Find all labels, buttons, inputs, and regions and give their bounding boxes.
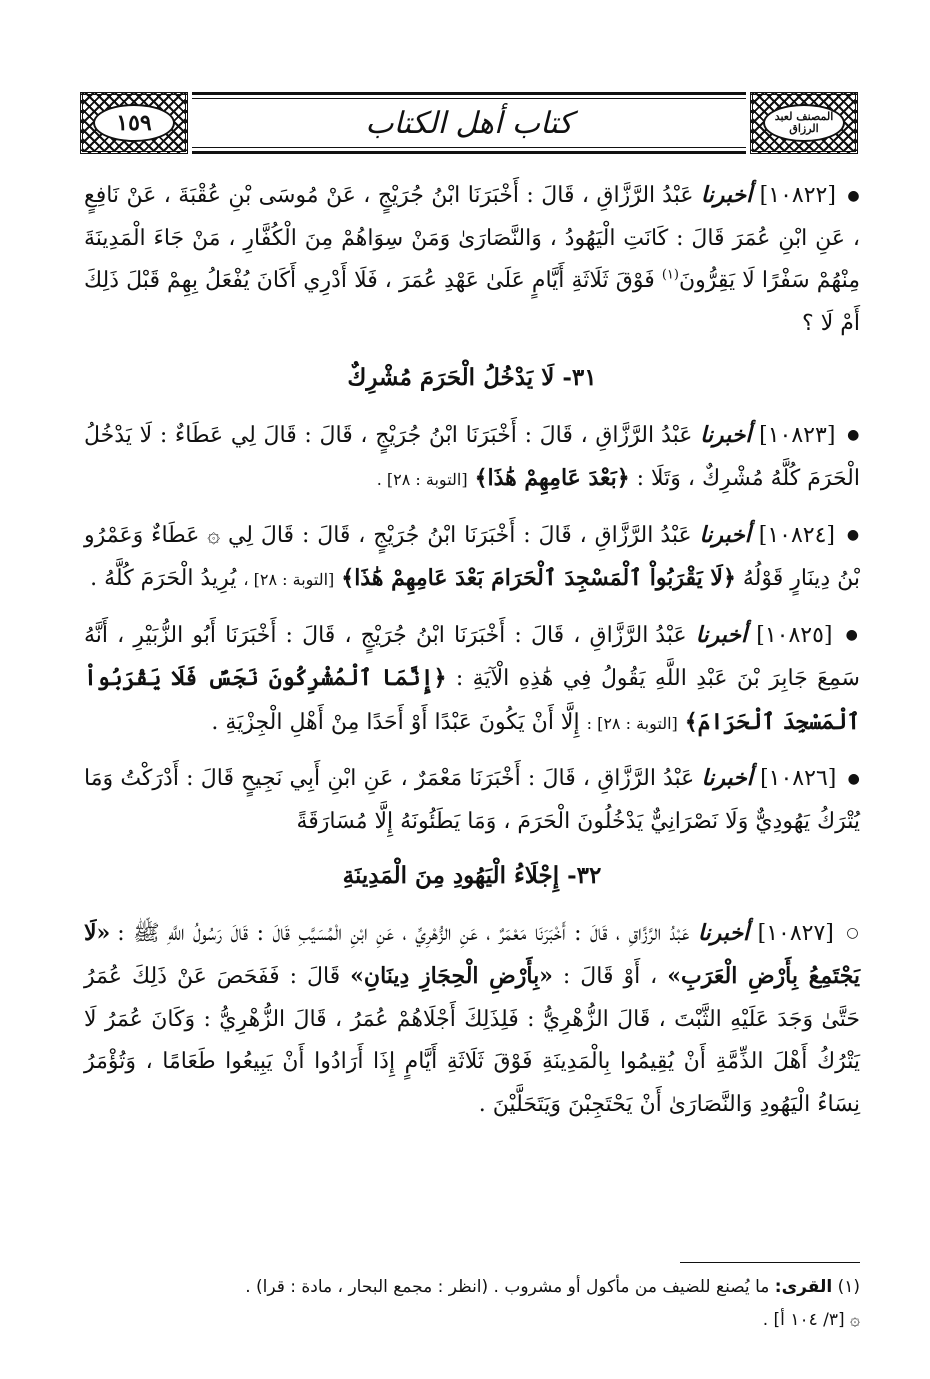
hadith-number: [١٠٨٢٢]	[759, 183, 836, 208]
filled-bullet-icon: ●	[847, 770, 861, 787]
series-logo: المصنف لعبد الرزاق	[763, 104, 845, 142]
hadith-text-after: إِلَّا أَنْ يَكُونَ عَبْدًا أَوْ أَحَدًا مِنْ أَهْلِ الْجِزْيَةِ .	[211, 709, 580, 735]
footnotes	[84, 1262, 860, 1337]
filled-bullet-icon: ●	[847, 427, 860, 444]
hadith-intro: أخبرنا	[700, 421, 752, 448]
hadith-intro: أخبرنا	[699, 521, 751, 548]
chapter-heading-31: ٣١- لَا يَدْخُلُ الْحَرَمَ مُشْرِكٌ	[347, 364, 597, 391]
footnote-term: القرى:	[774, 1277, 833, 1297]
hadith-text: عَبْدُ الرَّزَّاقِ ، قَالَ : أَخْبَرَنَا مَعْمَرٌ ، عَنِ الزُّهْرِيِّ ، عَنِ ابْنِ الْمُسَيَّبِ قَالَ : قَالَ رَسُولُ اللَّهِ ﷺ :	[117, 920, 690, 946]
footnote-separator	[680, 1262, 860, 1263]
hadith-intro: أخبرنا	[701, 765, 753, 791]
hadith-number: [١٠٨٢٧]	[757, 920, 834, 946]
quran-quote: ﴿إِنَّمَا ٱلْمُشْرِكُونَ نَجَسٌ فَلَا يَقْرَبُواْ ٱلْمَسْجِدَ ٱلْحَرَامَ﴾	[84, 665, 860, 735]
book-title: كتاب أهل الكتاب	[365, 105, 573, 141]
hadith-10825	[84, 614, 860, 746]
hadith-intro: أخبرنا	[700, 182, 753, 208]
hadith-10822	[84, 174, 860, 345]
hadith-10826	[84, 757, 860, 843]
hadith-10824	[84, 514, 860, 602]
hollow-bullet-icon: ○	[846, 925, 860, 942]
prophet-quote: «بِأَرْضِ الْحِجَازِ دِينَانِ»	[350, 963, 553, 989]
quran-reference: [التوبة : ٢٨] ،	[243, 570, 335, 589]
hadith-text: عَبْدُ الرَّزَّاقِ ، قَالَ : أَخْبَرَنَا مَعْمَرٌ ، عَنِ ابْنِ أَبِي نَجِيحٍ قَالَ : أَدْرَكْتُ وَمَا يُتْرَكُ يَهُودِيٌّ وَلَا نَصْرَانِيٌّ يَدْخُلُونَ الْحَرَمَ ، وَمَا يَطَئُونَهُ إِلَّا مُسَارَقَةً	[84, 766, 860, 834]
quran-reference: [التوبة : ٢٨] :	[586, 713, 678, 733]
footnote-mark: (١)	[661, 267, 679, 283]
filled-bullet-icon: ●	[845, 627, 861, 644]
page-header	[80, 92, 858, 154]
main-text	[84, 174, 860, 1138]
hadith-number: [١٠٨٢٦]	[760, 766, 837, 791]
quran-quote: ﴿لَا يَقْرَبُواْ ٱلْمَسْجِدَ ٱلْحَرَامَ بَعْدَ عَامِهِمْ هَٰذَا﴾	[341, 565, 736, 591]
filled-bullet-icon: ●	[847, 187, 860, 204]
hadith-text-after: فَوْقَ ثَلَاثَةِ أَيَّامٍ عَلَىٰ عَهْدِ عُمَرَ ، فَلَا أَدْرِي أَكَانَ يُفْعَلُ بِهِمْ قَبْلَ ذَلِكَ أَمْ لَا ؟	[84, 268, 860, 336]
hadith-text-after: قَالَ : فَفَحَصَ عَنْ ذَلِكَ عُمَرُ حَتَّىٰ وَجَدَ عَلَيْهِ الثَّبْتَ ، قَالَ الزُّهْرِيُّ : فَلِذَلِكَ أَجْلَاهُمْ عُمَرُ ، قَالَ الزُّهْرِيُّ : وَكَانَ عُمَرُ لَا يَتْرُكُ أَهْلَ الذِّمَّةِ أَنْ يُقِيمُوا بِالْمَدِينَةِ فَوْقَ ثَلَاثَةِ أَيَّامٍ إِذَا أَرَادُوا أَنْ يَبِيعُوا طَعَامًا ، وَتُؤْمَرُ نِسَاءُ الْيَهُودِ وَالنَّصَارَىٰ أَنْ يَحْتَجِبْنَ وَيَتَحَلَّيْنَ .	[84, 964, 860, 1117]
quran-quote: ﴿بَعْدَ عَامِهِمْ هَٰذَا﴾	[474, 465, 630, 491]
folio-reference: ۞ [٣/ ١٠٤ أ] .	[762, 1310, 860, 1330]
chapter-heading-32: ٣٢- إِجْلَاءُ الْيَهُودِ مِنَ الْمَدِينَةِ	[342, 862, 602, 889]
hadith-number: [١٠٨٢٣]	[759, 422, 836, 448]
prophet-quote: «لَا يَجْتَمِعُ بِأَرْضِ الْعَرَبِ»	[84, 919, 861, 989]
hadith-intro: أخبرنا	[695, 621, 748, 648]
footnote-text: ما يُصنع للضيف من مأكول أو مشروب . (انظر : مجمع البحار ، مادة : قرا) .	[245, 1277, 770, 1297]
footnote-1	[84, 1271, 860, 1304]
hadith-text: عَبْدُ الرَّزَّاقِ ، قَالَ : أَخْبَرَنَا ابْنُ جُرَيْجٍ ، قَالَ : قَالَ لِي عَطَاءٌ : لَا يَدْخُلُ الْحَرَمَ كُلَّهُ مُشْرِكٌ ، وَتَلَا :	[84, 422, 860, 491]
hadith-text-mid: ، أَوْ قَالَ :	[562, 964, 658, 989]
filled-bullet-icon: ●	[846, 527, 860, 544]
quran-reference: [التوبة : ٢٨] .	[376, 470, 468, 489]
hadith-number: [١٠٨٢٤]	[758, 522, 836, 548]
page-number-cartouche	[80, 92, 188, 154]
title-band	[192, 92, 746, 154]
hadith-10827	[84, 912, 860, 1127]
hadith-text-after: يُرِيدُ الْحَرَمَ كُلَّهُ .	[90, 566, 237, 591]
footnote-number: (١)	[837, 1277, 860, 1297]
hadith-intro: أخبرنا	[697, 919, 750, 946]
hadith-text: عَبْدُ الرَّزَّاقِ ، قَالَ : أَخْبَرَنَا ابْنُ جُرَيْجٍ ، قَالَ : أَخْبَرَنَا أَبُو الزُّبَيْرِ ، أَنَّهُ سَمِعَ جَابِرَ بْنَ عَبْدِ اللَّهِ يَقُولُ فِي هَٰذِهِ الْآيَةِ :	[84, 622, 860, 691]
hadith-number: [١٠٨٢٥]	[756, 622, 833, 648]
page-number: ١٥٩	[93, 104, 175, 142]
hadith-10823	[84, 414, 860, 502]
hadith-text: عَبْدُ الرَّزَّاقِ ، قَالَ : أَخْبَرَنَا ابْنُ جُرَيْجٍ ، عَنْ مُوسَى بْنِ عُقْبَةَ ، عَنْ نَافِعٍ ، عَنِ ابْنِ عُمَرَ قَالَ : كَانَتِ الْيَهُودُ ، وَالنَّصَارَىٰ وَمَنْ سِوَاهُمْ مِنَ الْكُفَّارِ ، مَنْ جَاءَ الْمَدِينَةَ مِنْهُمْ سَفْرًا لَا يَقِرُّونَ	[84, 183, 860, 293]
series-logo-cartouche	[750, 92, 858, 154]
hadith-text: عَبْدُ الرَّزَّاقِ ، قَالَ : أَخْبَرَنَا ابْنُ جُرَيْجٍ ، قَالَ : قَالَ لِي ۞ عَطَاءٌ وَعَمْرُو بْنُ دِينَارٍ قَوْلُهُ	[84, 522, 860, 591]
